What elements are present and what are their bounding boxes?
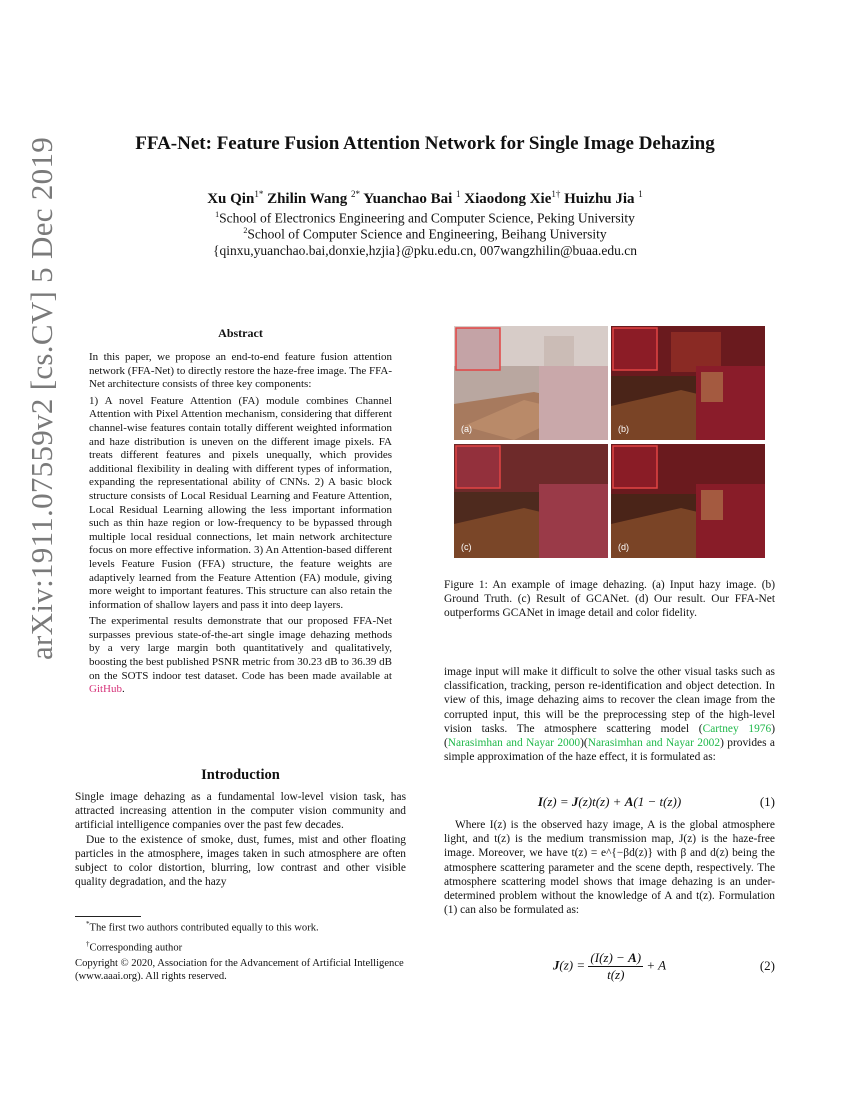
author-name: Zhilin Wang: [267, 191, 348, 207]
panel-label: (a): [461, 424, 472, 434]
ground-truth-image-icon: [611, 326, 765, 440]
right-column-paragraph-2: Where I(z) is the observed hazy image, A is the global atmosphere light, and t(z) is the medium transmission map, J(z) is the haze-free image. Moreover, we have t(z) = e^{−βd(z)} with β and d(z) being the atmosphere scattering parameter and the scene depth, respectively. The atmosphere scattering model shows that image dehazing is an under-determined problem without the knowledge of A and t(z). Formulation (1) can also be formulated as:: [444, 819, 775, 917]
author-mark: 2*: [351, 189, 360, 199]
body-text: )(: [580, 737, 588, 750]
equation-number: (1): [759, 794, 775, 809]
author-mark: 1: [638, 189, 643, 199]
abstract-text: The experimental results demonstrate that our proposed FFA-Net surpasses previous state-of-the-art single image dehazing methods by a very large margin both quantitatively and qualitatively, boosting the best published PSNR metric from 30.23 dB to 36.39 dB on the SOTS indoor test dataset. Code has been made available at: [89, 615, 392, 682]
citation-link[interactable]: Cartney 1976: [702, 722, 772, 735]
right-column-paragraph-1: [444, 665, 775, 764]
affiliation-1: [0, 210, 850, 227]
author-mark: 1*: [254, 189, 264, 199]
footnote-text: The first two authors contributed equally to this work.: [89, 922, 319, 934]
body-paragraph: [444, 665, 775, 764]
equation-1-body: I(z) = J(z)t(z) + A(1 − t(z)): [537, 794, 682, 809]
figure-caption: Figure 1: An example of image dehazing. (a) Input hazy image. (b) Ground Truth. (c) Result of GCANet. (d) Our result. Our FFA-Net outperforms GCANet in image detail and color fidelity.: [444, 579, 775, 620]
citation-link[interactable]: Narasimhan and Nayar 2000: [447, 737, 581, 750]
author-name: Xu Qin: [207, 191, 255, 207]
equation-number: (2): [759, 958, 775, 973]
footnote-2: [75, 938, 406, 955]
equation-2-body: J(z) = $\frac{(I(z) - A)}{t(z)}$ + A: [552, 950, 667, 982]
affiliation-mark: 1: [215, 210, 220, 219]
abstract-heading: Abstract: [218, 326, 263, 340]
author-mark: 1†: [551, 189, 561, 199]
figure-panel-a: [454, 326, 608, 440]
equation-1: [444, 794, 775, 812]
author-emails: {qinxu,yuanchao.bai,donxie,hzjia}@pku.edu.cn, 007wangzhilin@buaa.edu.cn: [213, 243, 637, 258]
paper-title: FFA-Net: Feature Fusion Attention Network for Single Image Dehazing: [135, 133, 715, 154]
author-name: Yuanchao Bai: [363, 191, 453, 207]
figure-panel-b: [611, 326, 765, 440]
intro-paragraph: Single image dehazing as a fundamental low-level vision task, has attracted increasing attention in the computer vision community and artificial intelligence companies over the past few decades.: [75, 791, 406, 832]
abstract-paragraph: In this paper, we propose an end-to-end feature fusion attention network (FFA-Net) to directly restore the haze-free image. The FFA-Net architecture consists of three key components:: [89, 351, 393, 391]
introduction-heading: Introduction: [201, 767, 280, 783]
ffanet-result-image-icon: [611, 444, 765, 558]
affiliation-mark: 2: [243, 226, 248, 235]
intro-paragraph: Due to the existence of smoke, dust, fumes, mist and other floating particles in the atmosphere, images taken in such atmosphere are often subject to color distortion, blurring, low contrast and other visible quality degradation, and the hazy: [75, 833, 406, 889]
footnote-text: Corresponding author: [89, 942, 183, 954]
abstract-text-end: .: [122, 683, 125, 696]
abstract-body: [89, 351, 392, 700]
github-link[interactable]: GitHub: [89, 683, 122, 696]
footnote-mark: *: [86, 920, 90, 928]
affiliation-text: School of Computer Science and Engineering, Beihang University: [247, 226, 607, 242]
citation-link[interactable]: Narasimhan and Nayar 2002: [587, 737, 721, 750]
author-name: Xiaodong Xie: [464, 191, 552, 207]
introduction-body: [75, 790, 406, 889]
footnote-mark: †: [86, 939, 90, 948]
affiliation-2: [0, 226, 850, 243]
gcanet-result-image-icon: [454, 444, 608, 558]
author-name: Huizhu Jia: [564, 191, 635, 207]
equation-2: [444, 950, 775, 984]
panel-label: (c): [461, 542, 472, 552]
author-mark: 1: [456, 189, 461, 199]
body-text: ) provides a simple approximation of the haze effect, it is formulated as:: [444, 737, 775, 764]
panel-label: (b): [618, 424, 629, 434]
body-text: )(: [444, 722, 775, 750]
copyright-notice: Copyright © 2020, Association for the Advancement of Artificial Intelligence (www.aaai.org). All rights reserved.: [75, 958, 404, 983]
footnotes: [75, 918, 406, 983]
figure-panel-d: [611, 444, 765, 558]
abstract-paragraph: [89, 615, 392, 697]
footnote-1: [75, 918, 406, 935]
figure-panel-c: [454, 444, 608, 558]
author-list: [0, 189, 850, 208]
body-text: image input will make it difficult to solve the other visual tasks such as classification, tracking, person re-identification and object detection. In view of this, image dehazing aims to recover the clean image from the corrupted input, this will be the preprocessing step of the high-level vision tasks. The atmosphere scattering model (: [444, 666, 775, 735]
footnote-rule: [75, 916, 141, 917]
figure-1: [454, 326, 766, 558]
panel-label: (d): [618, 542, 629, 552]
abstract-paragraph: 1) A novel Feature Attention (FA) module combines Channel Attention with Pixel Attention mechanism, considering that different channel-wise features contain totally different weighted information and haze distribution is uneven on the different image pixels. FA treats different features and pixels unequally, which provides additional flexibility in dealing with different types of information, expanding the representational ability of CNNs. 2) A basic block structure consists of Local Residual Learning and Feature Attention, Local Residual Learning allowing the less important information such as thin haze region or low-frequency to be bypassed through multiple local residual connections, let main network architecture focus on more effective information. 3) An Attention-based different levels Feature Fusion (FFA) structure, the feature weights are adaptively learned from the Feature Attention (FA) module, giving more weight to important features. This structure can also retain the information of shallow layers and pass it into deep layers.: [89, 394, 392, 611]
affiliation-text: School of Electronics Engineering and Computer Science, Peking University: [219, 210, 635, 226]
hazy-image-icon: [454, 326, 608, 440]
arxiv-stamp-text: arXiv:1911.07559v2 [cs.CV] 5 Dec 2019: [24, 136, 59, 660]
